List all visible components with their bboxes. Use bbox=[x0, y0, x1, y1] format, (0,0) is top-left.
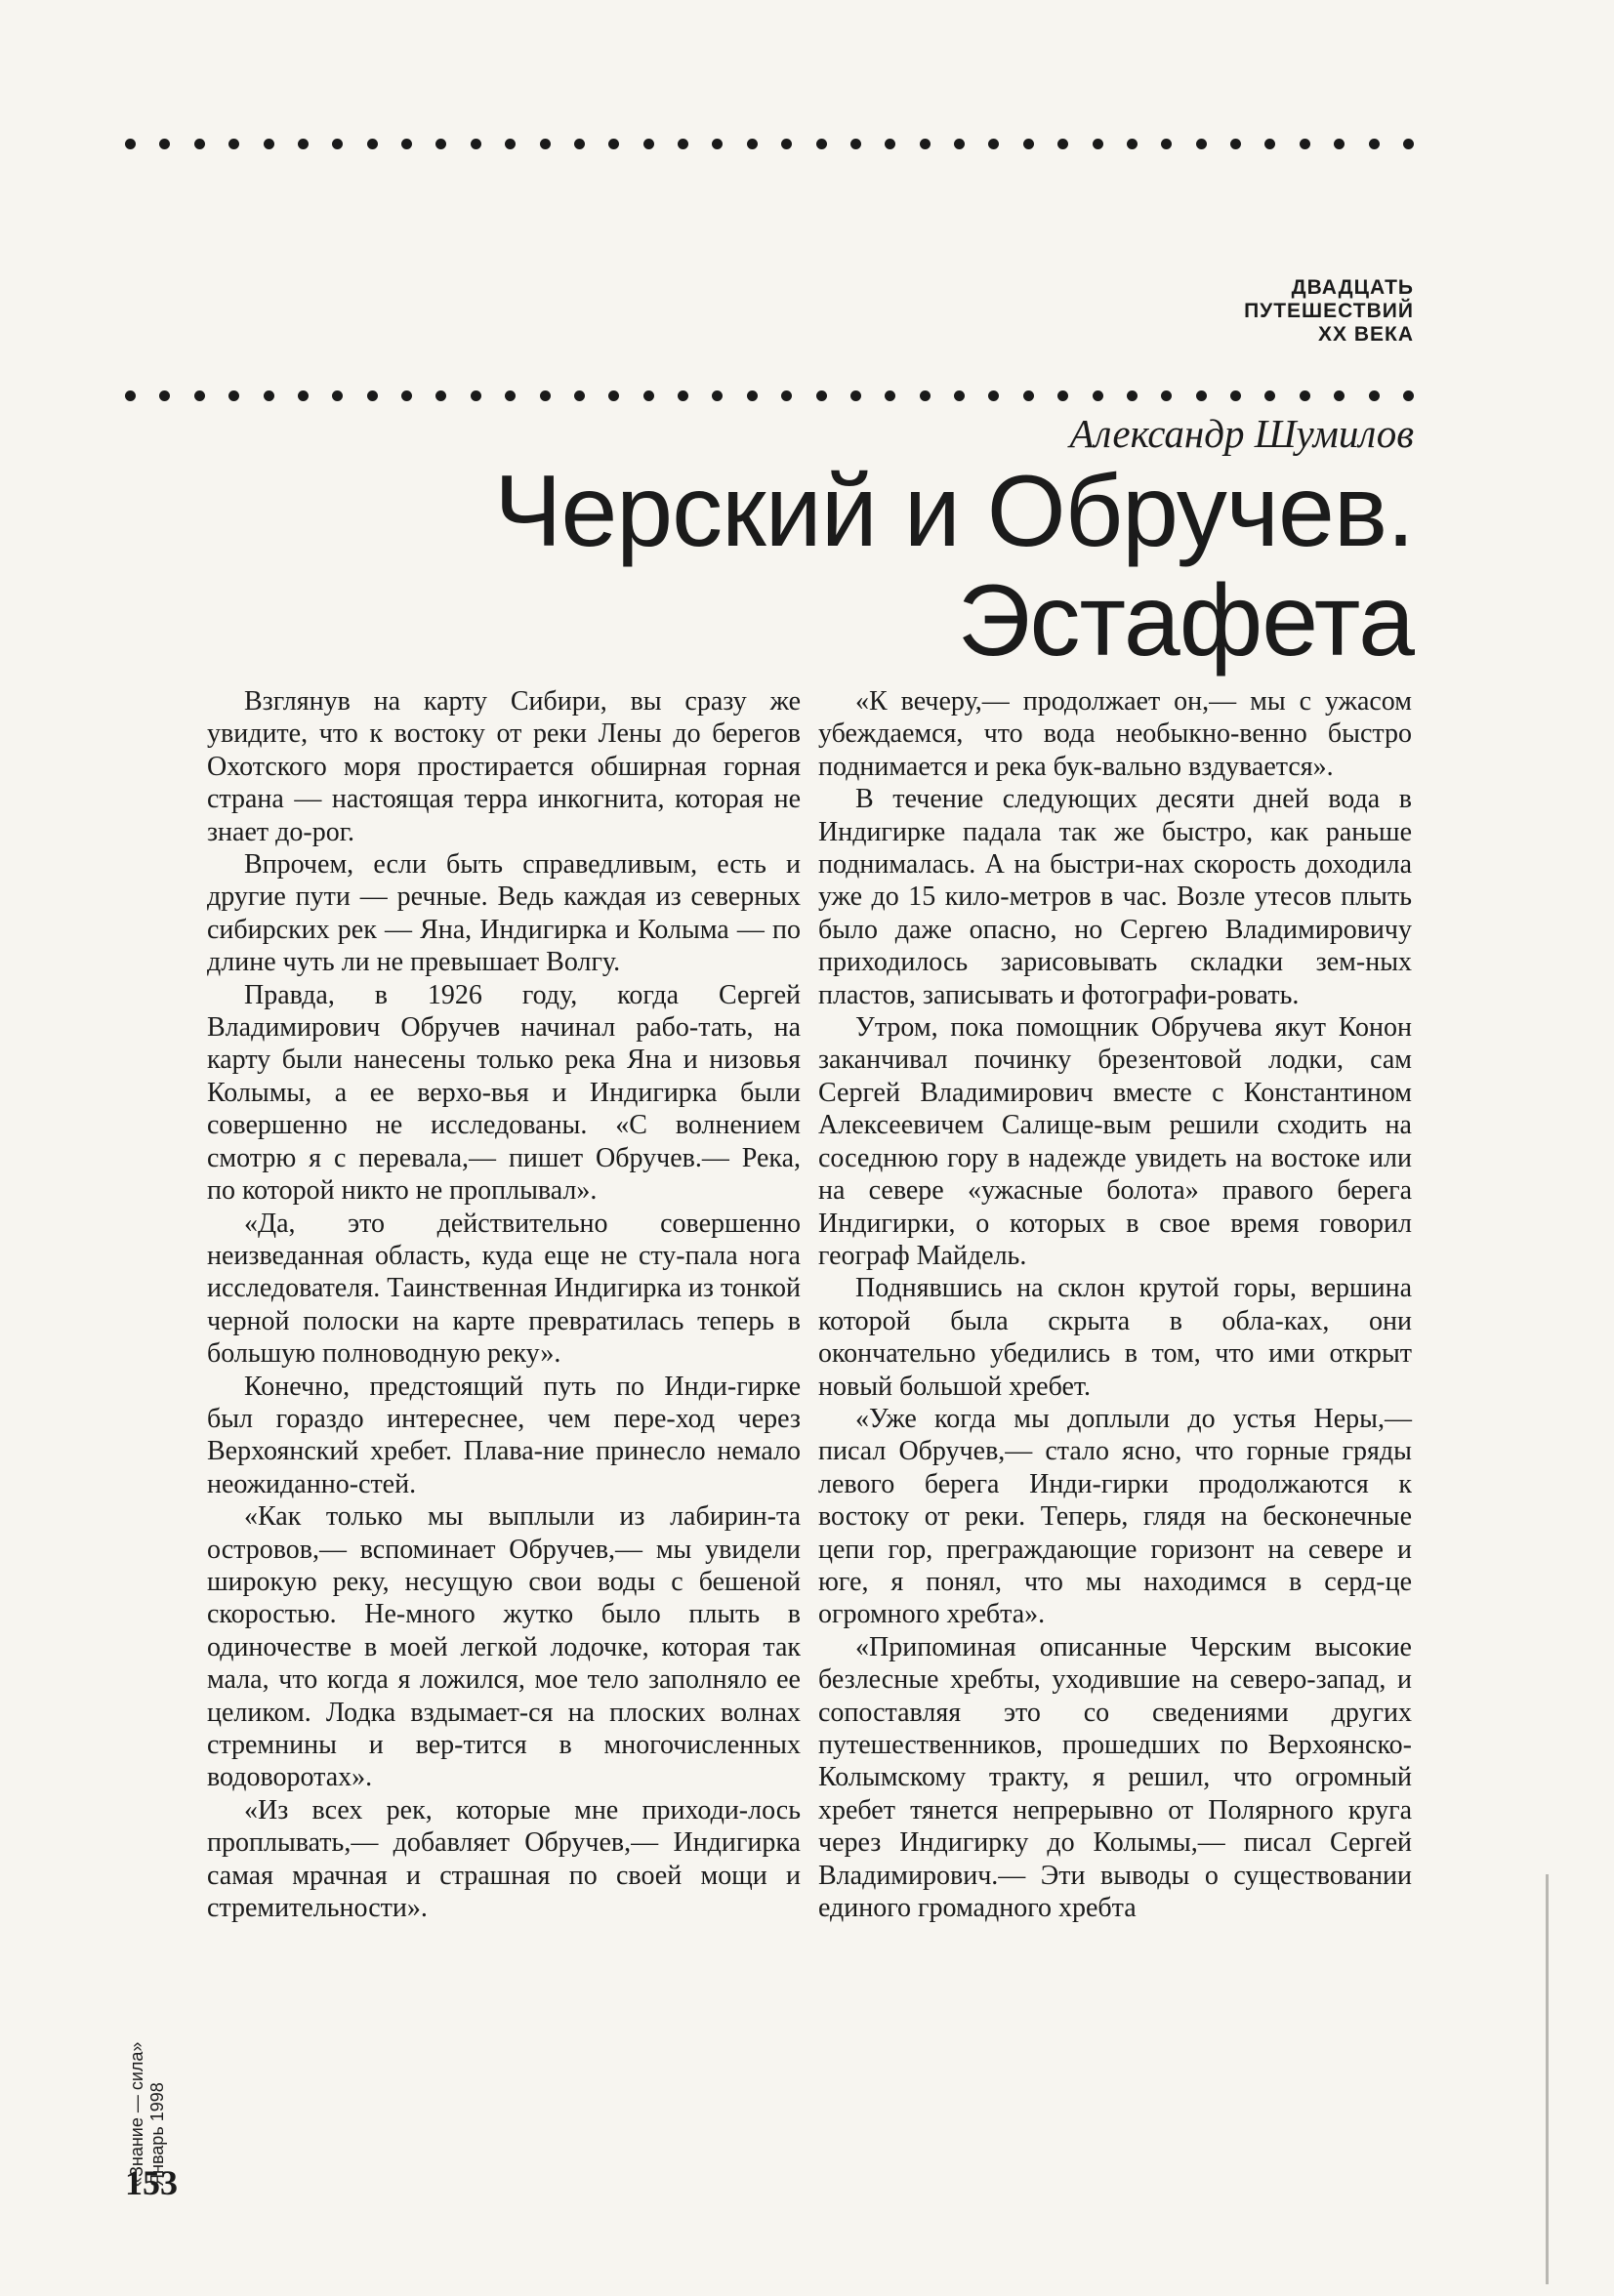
rule-dot bbox=[435, 139, 446, 149]
rule-dot bbox=[1093, 390, 1103, 401]
paragraph: «Из всех рек, которые мне приходи-лось проплывать,— добавляет Обручев,— Индигирка самая мрачная и страшная по своей мощи и стремительности». bbox=[207, 1794, 801, 1924]
rule-dot bbox=[712, 390, 723, 401]
rule-dot bbox=[816, 390, 827, 401]
rule-dot bbox=[1300, 390, 1310, 401]
rule-dot bbox=[194, 139, 205, 149]
rule-dot bbox=[1127, 390, 1138, 401]
rule-dot bbox=[1057, 139, 1068, 149]
paragraph: Впрочем, если быть справедливым, есть и другие пути — речные. Ведь каждая из северных сибирских рек — Яна, Индигирка и Колыма — по длине чуть ли не превышает Волгу. bbox=[207, 849, 801, 978]
rule-dot bbox=[264, 139, 274, 149]
rule-dot bbox=[505, 390, 516, 401]
top-dotted-rule bbox=[125, 137, 1414, 150]
rule-dot bbox=[1161, 139, 1172, 149]
paragraph: Конечно, предстоящий путь по Инди-гирке был гораздо интереснее, чем пере-ход через Верхоянский хребет. Плава-ние принесло немало неожиданно-стей. bbox=[207, 1371, 801, 1499]
journal-name: «Знание — сила» bbox=[127, 2041, 146, 2187]
article-author: Александр Шумилов bbox=[1069, 411, 1414, 456]
paragraph: Правда, в 1926 году, когда Сергей Владимирович Обручев начинал рабо-тать, на карту были нанесены только река Яна и низовья Колымы, а ее верхо-вья и Индигирка были совершенно не исследованы. «С волнением смотрю я с перевала,— пишет Обручев.— Река, по которой никто не проплывал». bbox=[207, 979, 801, 1207]
journal-issue: Январь 1998 bbox=[147, 2082, 167, 2187]
rule-dot bbox=[781, 390, 792, 401]
rule-dot bbox=[540, 390, 551, 401]
rule-dot bbox=[643, 139, 654, 149]
rule-dot bbox=[401, 139, 412, 149]
rule-dot bbox=[228, 139, 239, 149]
rule-dot bbox=[1264, 139, 1275, 149]
rule-dot bbox=[920, 139, 931, 149]
paragraph: Взглянув на карту Сибири, вы сразу же увидите, что к востоку от реки Лены до берегов Охотского моря простирается обширная горная страна — настоящая терра инкогнита, которая не знает до-рог. bbox=[207, 686, 801, 847]
rule-dot bbox=[1093, 139, 1103, 149]
rule-dot bbox=[1300, 139, 1310, 149]
section-tag-line: ПУТЕШЕСТВИЙ bbox=[1244, 300, 1414, 322]
rule-dot bbox=[1161, 390, 1172, 401]
rule-dot bbox=[1369, 390, 1380, 401]
rule-dot bbox=[332, 139, 343, 149]
rule-dot bbox=[747, 139, 758, 149]
paragraph: Утром, пока помощник Обручева якут Конон заканчивал починку брезентовой лодки, сам Сергей Владимирович вместе с Константином Алексеевичем Салище-вым решили сходить на соседнюю гору в надежде увидеть на востоке или на севере «ужасные болота» правого берега Индигирки, о которых в свое время говорил географ Майдель. bbox=[818, 1012, 1412, 1271]
title-line: Черский и Обручев. bbox=[494, 455, 1414, 568]
rule-dot bbox=[1127, 139, 1138, 149]
rule-dot bbox=[781, 139, 792, 149]
rule-dot bbox=[747, 390, 758, 401]
rule-dot bbox=[574, 139, 585, 149]
rule-dot bbox=[885, 390, 895, 401]
rule-dot bbox=[1230, 139, 1241, 149]
rule-dot bbox=[505, 139, 516, 149]
rule-dot bbox=[1196, 390, 1207, 401]
rule-dot bbox=[471, 390, 481, 401]
rule-dot bbox=[816, 139, 827, 149]
paragraph: «К вечеру,— продолжает он,— мы с ужасом убеждаемся, что вода необыкно-венно быстро поднимается и река бук-вально вздувается». bbox=[818, 686, 1412, 782]
rule-dot bbox=[885, 139, 895, 149]
rule-dot bbox=[264, 390, 274, 401]
section-tag-line: ДВАДЦАТЬ bbox=[1291, 276, 1414, 299]
right-column bbox=[818, 685, 1412, 1924]
rule-dot bbox=[712, 139, 723, 149]
rule-dot bbox=[125, 139, 136, 149]
rule-dot bbox=[574, 390, 585, 401]
rule-dot bbox=[608, 139, 619, 149]
rule-dot bbox=[1334, 390, 1345, 401]
paragraph: «Уже когда мы доплыли до устья Неры,— писал Обручев,— стало ясно, что горные гряды левого берега Инди-гирки продолжаются к востоку от реки. Теперь, глядя на бесконечные цепи гор, преграждающие горизонт на севере и юге, я понял, что мы находимся в серд-це огромного хребта». bbox=[818, 1403, 1412, 1630]
rule-dot bbox=[988, 139, 999, 149]
page-number: 153 bbox=[125, 2163, 178, 2202]
rule-dot bbox=[159, 390, 170, 401]
rule-dot bbox=[401, 390, 412, 401]
section-tag-line: XX ВЕКА bbox=[1317, 323, 1414, 346]
paragraph: «Как только мы выплыли из лабирин-та островов,— вспоминает Обручев,— мы увидели широкую реку, несущую свои воды с бешеной скоростью. Не-много жутко было плыть в одиночестве в моей легкой лодочке, которая так мала, что когда я ложился, мое тело заполняло ее целиком. Лодка вздымает-ся на плоских волнах стремнины и вер-тится в многочисленных водоворотах». bbox=[207, 1501, 801, 1793]
rule-dot bbox=[678, 390, 688, 401]
rule-dot bbox=[954, 139, 965, 149]
rule-dot bbox=[850, 390, 861, 401]
rule-dot bbox=[678, 139, 688, 149]
left-column bbox=[207, 685, 801, 1924]
rule-dot bbox=[367, 390, 378, 401]
rule-dot bbox=[471, 139, 481, 149]
rule-dot bbox=[1196, 139, 1207, 149]
rule-dot bbox=[159, 139, 170, 149]
rule-dot bbox=[298, 139, 309, 149]
rule-dot bbox=[1369, 139, 1380, 149]
rule-dot bbox=[608, 390, 619, 401]
paragraph: В течение следующих десяти дней вода в Индигирке падала так же быстро, как раньше поднималась. А на быстри-нах скорость доходила уже до 15 кило-метров в час. Возле утесов плыть было даже опасно, но Сергею Владимировичу приходилось зарисовывать складки зем-ных пластов, записывать и фотографи-ровать. bbox=[818, 784, 1412, 1010]
rule-dot bbox=[643, 390, 654, 401]
rule-dot bbox=[1403, 390, 1414, 401]
rule-dot bbox=[125, 390, 136, 401]
rule-dot bbox=[332, 390, 343, 401]
journal-credit bbox=[127, 1943, 170, 2187]
paragraph: Поднявшись на склон крутой горы, вершина которой была скрыта в обла-ках, они окончательно убедились в том, что ими открыт новый большой хребет. bbox=[818, 1273, 1412, 1402]
middle-dotted-rule bbox=[125, 389, 1414, 402]
article-title bbox=[437, 457, 1414, 676]
rule-dot bbox=[228, 390, 239, 401]
rule-dot bbox=[1023, 390, 1034, 401]
rule-dot bbox=[1230, 390, 1241, 401]
rule-dot bbox=[1264, 390, 1275, 401]
title-line: Эстафета bbox=[957, 564, 1414, 677]
rule-dot bbox=[367, 139, 378, 149]
rule-dot bbox=[1057, 390, 1068, 401]
rule-dot bbox=[920, 390, 931, 401]
rule-dot bbox=[540, 139, 551, 149]
rule-dot bbox=[1023, 139, 1034, 149]
paragraph: «Да, это действительно совершенно неизведанная область, куда еще не сту-пала нога исследователя. Таинственная Индигирка из тонкой черной полоски на карте превратилась теперь в большую полноводную реку». bbox=[207, 1208, 801, 1370]
rule-dot bbox=[1334, 139, 1345, 149]
rule-dot bbox=[298, 390, 309, 401]
rule-dot bbox=[850, 139, 861, 149]
section-tag bbox=[1244, 276, 1414, 347]
paragraph: «Припоминая описанные Черским высокие безлесные хребты, уходившие на северо-запад, и сопоставляя это со сведениями других путешественников, прошедших по Верхоянско-Колымскому тракту, я решил, что огромный хребет тянется непрерывно от Полярного круга через Индигирку до Колымы,— писал Сергей Владимирович.— Эти выводы о существовании единого громадного хребта bbox=[818, 1631, 1412, 1924]
rule-dot bbox=[954, 390, 965, 401]
rule-dot bbox=[435, 390, 446, 401]
rule-dot bbox=[194, 390, 205, 401]
scan-edge-line bbox=[1546, 1874, 1549, 2284]
rule-dot bbox=[988, 390, 999, 401]
rule-dot bbox=[1403, 139, 1414, 149]
